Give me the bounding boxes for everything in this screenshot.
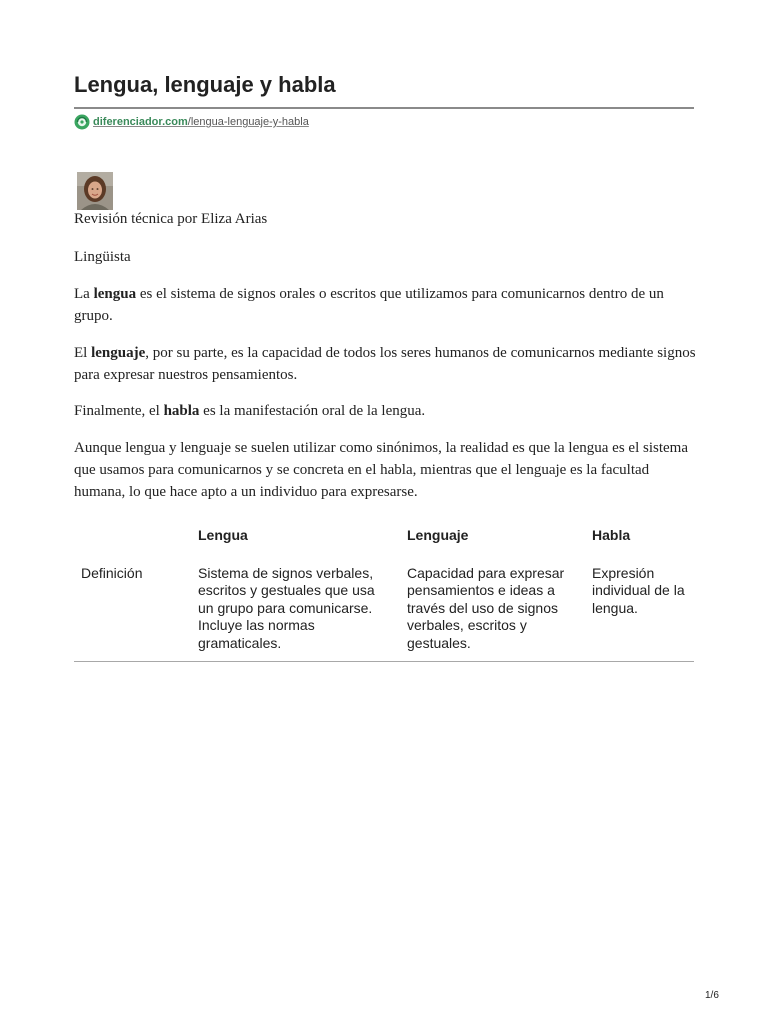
- comparison-table: [74, 520, 694, 662]
- reviewer-line: Revisión técnica por Eliza Arias: [74, 211, 268, 227]
- p1-pre: La: [74, 286, 94, 302]
- table-cell: Expresión individual de la lengua.: [585, 558, 694, 662]
- table-header-cell: [74, 520, 191, 558]
- page-number: 1/6: [705, 990, 719, 1001]
- source-domain: diferenciador.com: [93, 116, 188, 128]
- reviewer-role: Lingüista: [74, 249, 131, 265]
- source-path: /lengua-lenguaje-y-habla: [187, 116, 309, 128]
- paragraph-lengua: [74, 283, 696, 327]
- page-title: Lengua, lenguaje y habla: [74, 72, 336, 97]
- title-divider: [74, 107, 694, 109]
- table-header-row: [74, 520, 694, 558]
- paragraph-habla: [74, 400, 696, 422]
- p3-pre: Finalmente, el: [74, 403, 164, 419]
- term-lenguaje: lenguaje: [91, 345, 146, 361]
- p3-post: es la manifestación oral de la lengua.: [199, 403, 426, 419]
- table-header-cell: Lenguaje: [407, 527, 469, 543]
- avatar: [77, 172, 113, 210]
- term-habla: habla: [163, 403, 200, 419]
- paragraph-summary: Aunque lengua y lenguaje se suelen utilizar como sinónimos, la realidad es que la lengua es el sistema que usamos para comunicarnos y se concreta en el habla, mientras que el lenguaje es la facultad humana, lo que hace apto a un individuo para expresarse.: [74, 440, 688, 500]
- source-link[interactable]: [74, 114, 309, 130]
- p2-post: , por su parte, es la capacidad de todos los seres humanos de comunicarnos mediante signos para expresar nuestros pensamientos.: [74, 345, 696, 383]
- table-header-cell: Habla: [592, 527, 631, 543]
- p1-post: es el sistema de signos orales o escritos que utilizamos para comunicarnos dentro de un grupo.: [74, 286, 664, 324]
- p2-pre: El: [74, 345, 92, 361]
- term-lengua: lengua: [93, 286, 137, 302]
- source-url[interactable]: [93, 116, 309, 128]
- row-label: Definición: [74, 558, 191, 662]
- table-header-cell: Lengua: [198, 527, 248, 543]
- paragraph-lenguaje: [74, 342, 696, 386]
- table-row: [74, 558, 694, 662]
- globe-icon: [74, 114, 90, 130]
- table-cell: Capacidad para expresar pensamientos e ideas a través del uso de signos verbales, escritos y gestuales.: [400, 558, 585, 662]
- table-cell: Sistema de signos verbales, escritos y gestuales que usa un grupo para comunicarse. Incluye las normas gramaticales.: [191, 558, 400, 662]
